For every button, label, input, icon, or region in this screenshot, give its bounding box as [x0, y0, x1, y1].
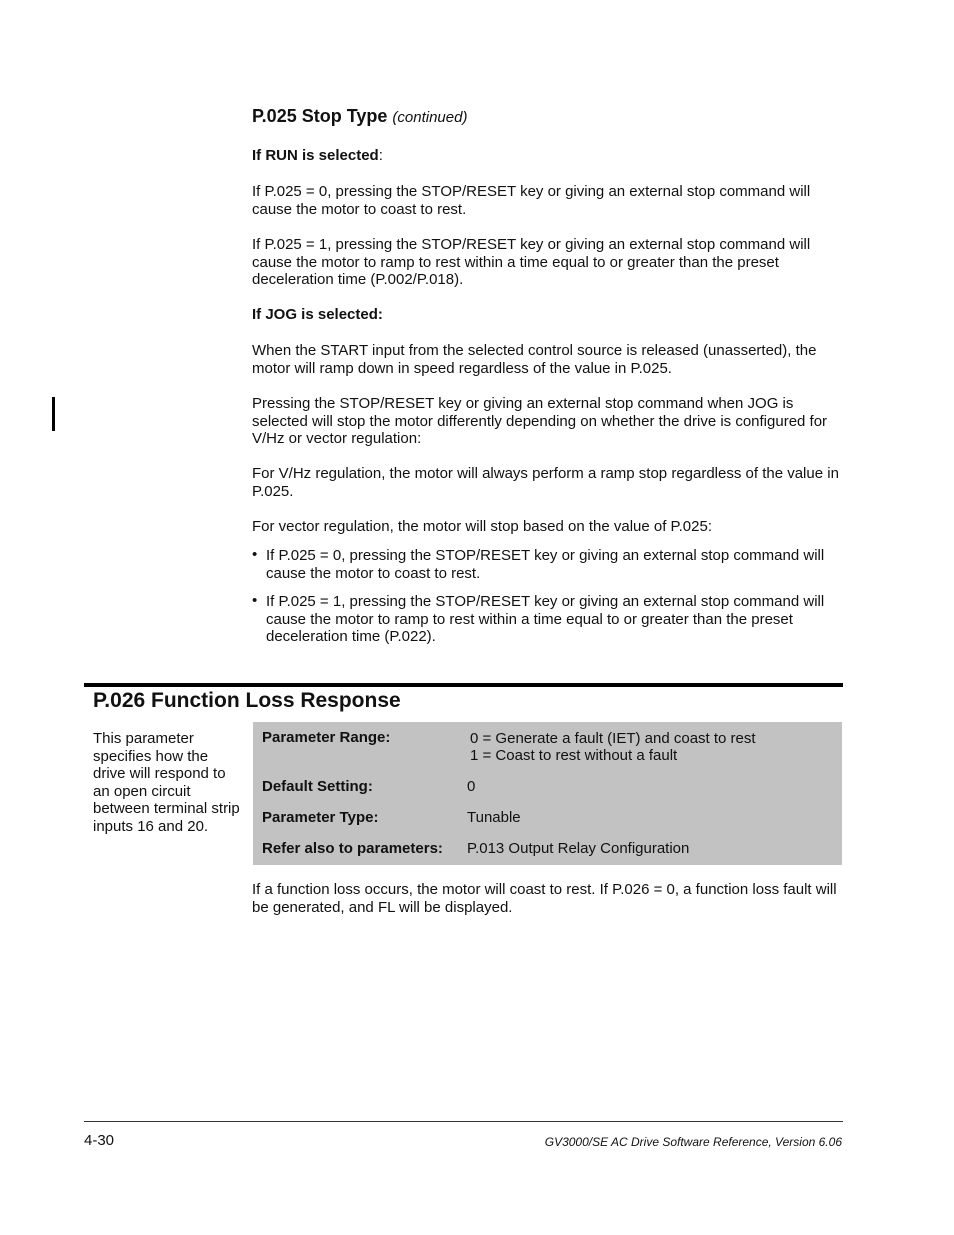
bullet-text: If P.025 = 0, pressing the STOP/RESET key or giving an external stop command will cause the motor to coast to rest.: [266, 547, 825, 582]
jog-paragraph-2: Pressing the STOP/RESET key or giving an external stop command when JOG is selected will stop the motor differently depending on whether the drive is configured for V/Hz or vector regulation:: [252, 395, 828, 447]
jog-paragraph-1: When the START input from the selected control source is released (unasserted), the motor will ramp down in speed regardless of the value in P.025.: [252, 342, 817, 377]
type-label: Parameter Type:: [262, 809, 379, 826]
jog-heading: If JOG is selected:: [252, 306, 383, 323]
continued-note: (continued): [392, 109, 468, 126]
range-value-1: 1 = Coast to rest without a fault: [470, 747, 678, 764]
bullet-text: If P.025 = 1, pressing the STOP/RESET key or giving an external stop command will cause the motor to ramp to rest within a time equal to or greater than the preset deceleration time (P.022).: [266, 593, 825, 645]
parameter-table: [253, 722, 842, 865]
default-value: 0: [467, 778, 476, 795]
section-title: P.026 Function Loss Response: [93, 689, 401, 712]
bullet-icon: •: [252, 546, 258, 563]
run-heading-label: If RUN is selected: [252, 147, 379, 164]
footer-reference: GV3000/SE AC Drive Software Reference, Version 6.06: [544, 1135, 842, 1149]
page-number: 4-30: [84, 1132, 115, 1149]
footer-rule: [84, 1121, 843, 1122]
range-label: Parameter Range:: [262, 729, 391, 746]
bullet-icon: •: [252, 592, 258, 609]
section-rule: [84, 683, 843, 687]
continued-heading-title: P.025 Stop Type: [252, 106, 388, 126]
run-heading-colon: :: [378, 147, 383, 164]
side-note: This parameter specifies how the drive will respond to an open circuit between terminal strip inputs 16 and 20.: [93, 730, 240, 835]
change-bar: [52, 397, 55, 431]
type-value: Tunable: [467, 809, 521, 826]
default-label: Default Setting:: [262, 778, 373, 795]
section-body: If a function loss occurs, the motor will coast to rest. If P.026 = 0, a function loss fault will be generated, and FL will be displayed.: [252, 881, 837, 916]
run-paragraph-2: If P.025 = 1, pressing the STOP/RESET key or giving an external stop command will cause the motor to ramp to rest within a time equal to or greater than the preset deceleration time (P.002/P.018).: [252, 236, 811, 288]
run-heading: [252, 147, 844, 165]
jog-paragraph-4: For vector regulation, the motor will stop based on the value of P.025:: [252, 518, 712, 535]
run-paragraph-1: If P.025 = 0, pressing the STOP/RESET key or giving an external stop command will cause the motor to coast to rest.: [252, 183, 811, 218]
refer-value: P.013 Output Relay Configuration: [467, 840, 690, 857]
jog-paragraph-3: For V/Hz regulation, the motor will always perform a ramp stop regardless of the value in P.025.: [252, 465, 839, 500]
range-value-0: 0 = Generate a fault (IET) and coast to rest: [470, 730, 756, 747]
refer-label: Refer also to parameters:: [262, 840, 443, 857]
continued-heading: [252, 106, 467, 127]
